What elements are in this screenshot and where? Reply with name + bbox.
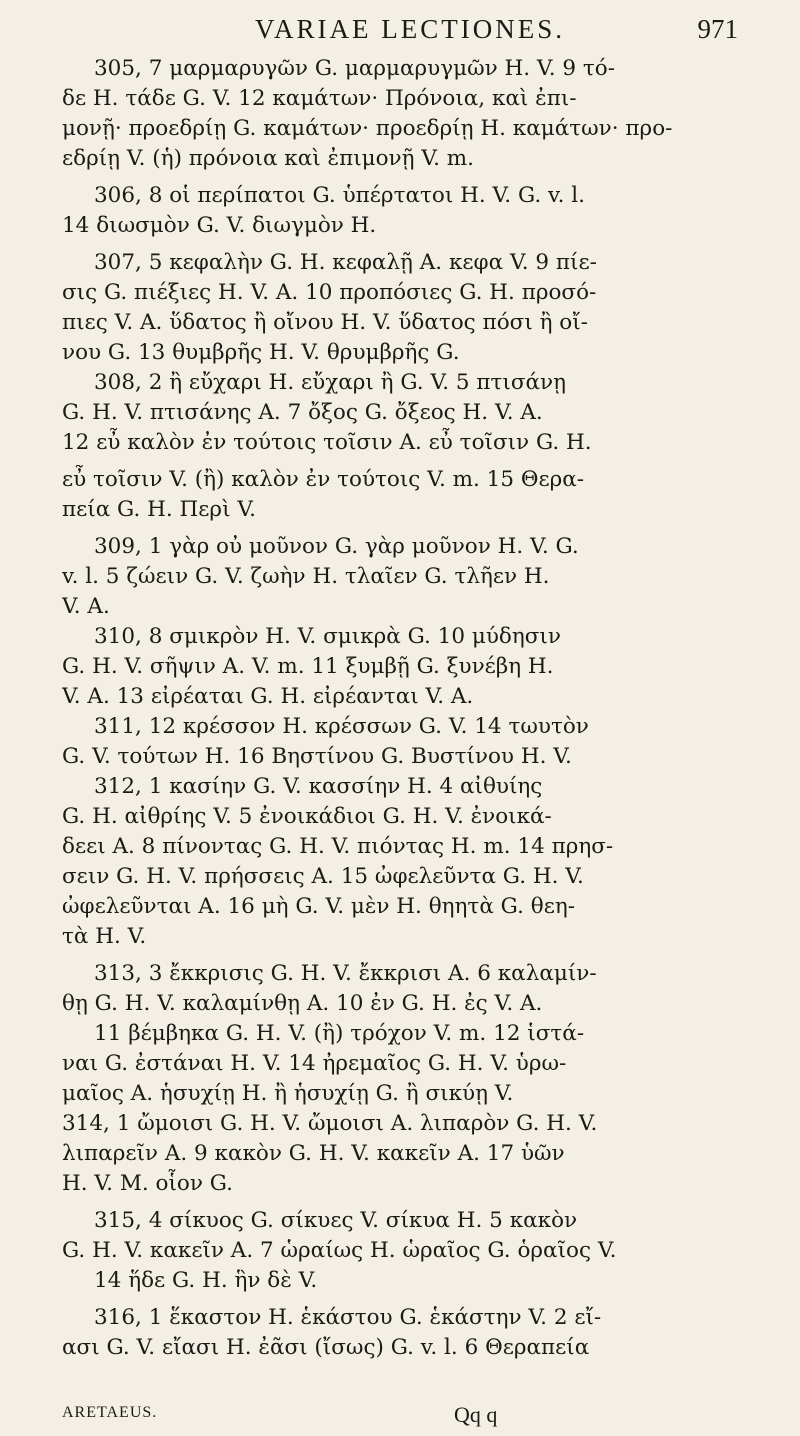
text-line: V. A. <box>62 594 110 619</box>
text-line: πεία G. H. Περὶ V. <box>62 497 256 522</box>
text-line: 311, 12 κρέσσον H. κρέσσων G. V. 14 τωυτὸν <box>94 714 589 739</box>
text-line: 308, 2 ἢ εὔχαρι H. εὔχαρι ἢ G. V. 5 πτισάνῃ <box>94 370 567 395</box>
text-line: ναι G. ἐστάναι H. V. 14 ἠρεμαῖος G. H. V. ὑρω- <box>62 1051 567 1076</box>
printer-signature: Qq q <box>454 1402 498 1427</box>
text-line: 309, 1 γὰρ οὐ μοῦνον G. γὰρ μοῦνον H. V. G. <box>94 534 579 559</box>
text-line: G. H. V. σῆψιν A. V. m. 11 ξυμβῇ G. ξυνέβη H. <box>62 654 554 679</box>
text-line: 314, 1 ὤμοισι G. H. V. ὤμοισι A. λιπαρὸν G. H. V. <box>62 1111 598 1136</box>
text-line: 307, 5 κεφαλὴν G. H. κεφαλῇ A. κεφα V. 9 πίε- <box>94 250 597 275</box>
text-line: 313, 3 ἔκκρισις G. H. V. ἔκκρισι A. 6 καλαμίν- <box>94 961 597 986</box>
text-line: G. H. V. πτισάνης A. 7 ὄξος G. ὄξεος H. V. A. <box>62 400 543 425</box>
text-line: ὠφελεῦνται A. 16 μὴ G. V. μὲν H. θηητὰ G. θεη- <box>62 894 575 919</box>
text-line: εὖ τοῖσιν V. (ἢ) καλὸν ἐν τούτοις V. m. 15 Θερα- <box>62 467 585 492</box>
text-line: νου G. 13 θυμβρῆς H. V. θρυμβρῆς G. <box>62 340 460 365</box>
text-line: μονῇ· προεδρίῃ G. καμάτων· προεδρίῃ H. καμάτων· προ- <box>62 116 673 141</box>
text-line: τὰ H. V. <box>62 924 147 949</box>
text-line: v. l. 5 ζώειν G. V. ζωὴν H. τλαῖεν G. τλῆεν H. <box>62 564 550 589</box>
text-line: 14 διωσμὸν G. V. διωγμὸν H. <box>62 213 377 238</box>
footer-author: ARETAEUS. <box>62 1404 158 1421</box>
running-title: VARIAE LECTIONES. <box>255 14 565 44</box>
text-line: μαῖος A. ἡσυχίῃ H. ἢ ἡσυχίῃ G. ἢ σικύῃ V. <box>62 1081 514 1106</box>
page-header <box>0 14 800 54</box>
text-line: σις G. πιέξιες H. V. A. 10 προπόσιες G. H. προσό- <box>62 280 597 305</box>
text-line: δεει A. 8 πίνοντας G. H. V. πιόντας H. m. 14 πρησ- <box>62 834 614 859</box>
text-line: 12 εὖ καλὸν ἐν τούτοις τοῖσιν A. εὖ τοῖσιν G. H. <box>62 430 592 455</box>
text-line: θῃ G. H. V. καλαμίνθῃ A. 10 ἐν G. H. ἐς V. A. <box>62 991 543 1016</box>
text-line: λιπαρεῖν A. 9 κακὸν G. H. V. κακεῖν A. 17 ὑῶν <box>62 1141 565 1166</box>
text-line: V. A. 13 εἰρέαται G. H. εἰρέανται V. A. <box>62 684 474 709</box>
text-line: ασι G. V. εἴασι H. ἐᾶσι (ἴσως) G. v. l. 6 Θεραπεία <box>62 1335 590 1360</box>
text-line: H. V. M. οἷον G. <box>62 1171 234 1196</box>
text-line: 315, 4 σίκυος G. σίκυες V. σίκυα H. 5 κακὸν <box>94 1208 578 1233</box>
page-number: 971 <box>697 14 738 44</box>
text-line: G. H. αἰθρίης V. 5 ἐνοικάδιοι G. H. V. ἐνοικά- <box>62 804 552 829</box>
text-line: 312, 1 κασίην G. V. κασσίην H. 4 αἰθυίης <box>94 774 543 799</box>
text-line: 306, 8 οἱ περίπατοι G. ὑπέρτατοι H. V. G. v. l. <box>94 183 585 208</box>
text-line: σειν G. H. V. πρήσσεις A. 15 ὠφελεῦντα G. H. V. <box>62 864 584 889</box>
text-line: G. H. V. κακεῖν A. 7 ὡραίως H. ὡραῖος G. ὁραῖος V. <box>62 1238 617 1263</box>
text-line: 14 ἥδε G. H. ἣν δὲ V. <box>94 1268 318 1293</box>
text-line: G. V. τούτων H. 16 Βηστίνου G. Βυστίνου H. V. <box>62 744 572 769</box>
text-line: 310, 8 σμικρὸν H. V. σμικρὰ G. 10 μύδησιν <box>94 624 561 649</box>
variant-readings-text <box>62 54 738 1363</box>
text-line: δε H. τάδε G. V. 12 καμάτων· Πρόνοια, καὶ ἐπι- <box>62 86 577 111</box>
page-footer <box>62 1402 738 1430</box>
text-line: 305, 7 μαρμαρυγῶν G. μαρμαρυγμῶν H. V. 9 τό- <box>94 56 615 81</box>
text-line: 11 βέμβηκα G. H. V. (ἢ) τρόχον V. m. 12 ἱστά- <box>94 1021 585 1046</box>
text-line: πιες V. A. ὕδατος ἢ οἴνου H. V. ὕδατος πόσι ἢ οἴ- <box>62 310 588 335</box>
text-line: 316, 1 ἕκαστον H. ἑκάστου G. ἑκάστην V. 2 εἴ- <box>94 1305 602 1330</box>
text-line: εδρίῃ V. (ἡ) πρόνοια καὶ ἐπιμονῇ V. m. <box>62 146 474 171</box>
